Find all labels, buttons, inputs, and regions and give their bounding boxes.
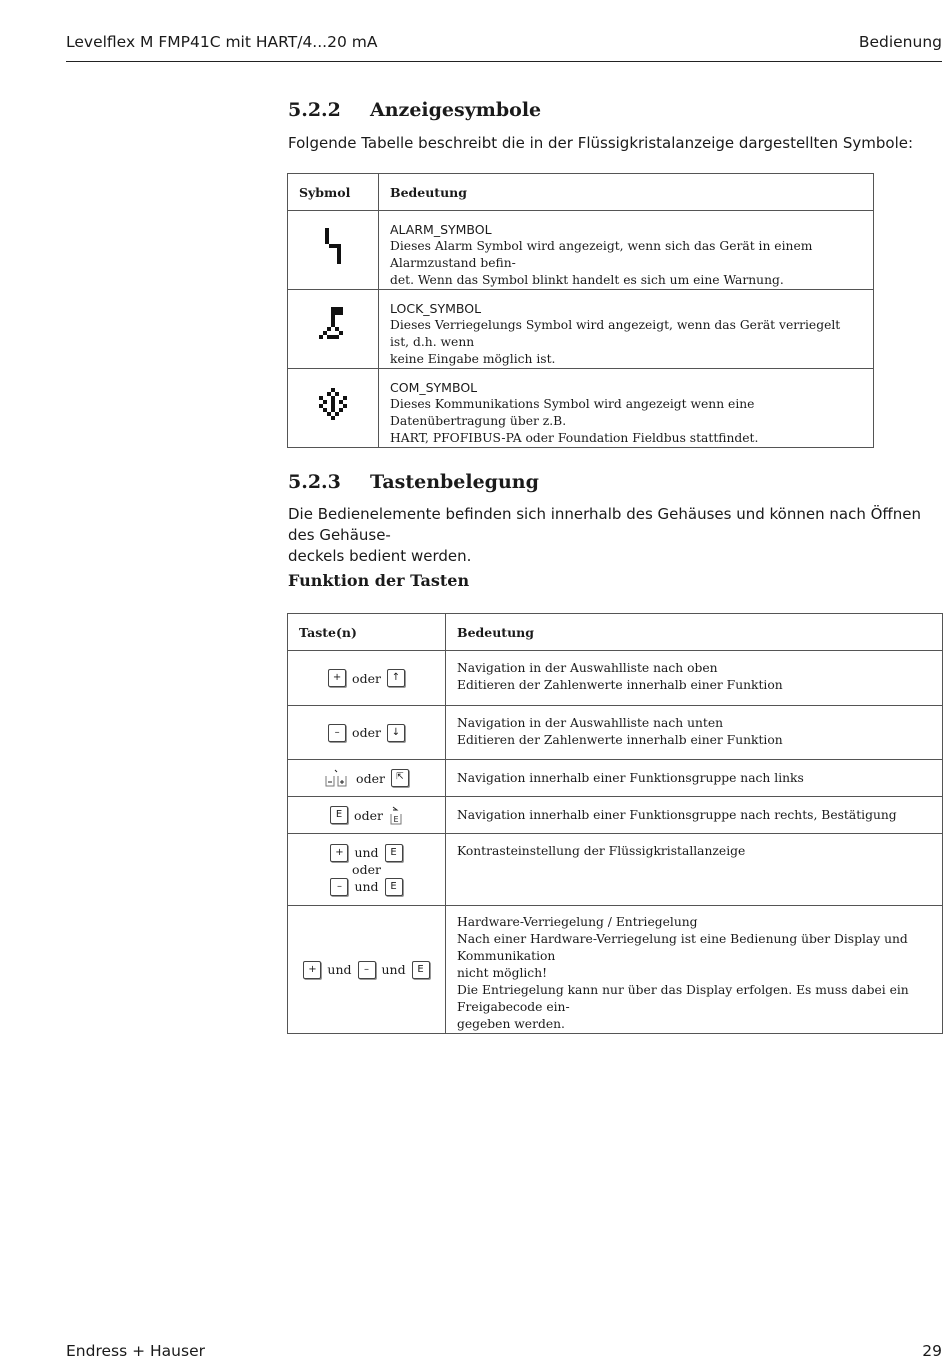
description-line: Hardware-Verriegelung / Entriegelung bbox=[457, 915, 698, 929]
section-intro bbox=[288, 504, 950, 567]
symbol-description bbox=[379, 290, 874, 369]
section-number: 5.2.3 bbox=[288, 471, 341, 493]
table-row bbox=[288, 290, 874, 369]
column-header-symbol: Sybmol bbox=[288, 174, 379, 211]
key-combination bbox=[288, 706, 446, 760]
page-footer bbox=[66, 1342, 942, 1360]
key-description bbox=[446, 906, 943, 1034]
key-description bbox=[446, 706, 943, 760]
table-row bbox=[288, 906, 943, 1034]
plus-key-icon: + bbox=[330, 844, 348, 862]
header-section: Bedienung bbox=[858, 33, 942, 51]
key-combination bbox=[288, 797, 446, 834]
com-symbol-icon bbox=[319, 388, 347, 424]
column-header-keys: Taste(n) bbox=[288, 614, 446, 651]
enter-key-icon: E bbox=[330, 806, 348, 824]
section-intro: Folgende Tabelle beschreibt die in der Flüssigkristalanzeige dargestellten Symbole: bbox=[288, 134, 914, 152]
key-word: und bbox=[354, 878, 379, 894]
minus-plus-keys-icon bbox=[324, 768, 350, 788]
intro-line: Die Bedienelemente befinden sich innerhalb des Gehäuses und können nach Öffnen des Gehäuse- bbox=[288, 505, 921, 544]
minus-key-icon: – bbox=[358, 961, 376, 979]
key-word: oder bbox=[352, 670, 381, 686]
key-word: und bbox=[381, 962, 406, 978]
table-header-row bbox=[288, 614, 943, 651]
key-word: und bbox=[327, 962, 352, 978]
symbol-description bbox=[379, 211, 874, 290]
description-line: keine Eingabe möglich ist. bbox=[390, 352, 556, 366]
plus-key-icon: + bbox=[303, 961, 321, 979]
key-description bbox=[446, 834, 943, 906]
escape-key-icon: ⇱ bbox=[391, 769, 409, 787]
section-heading-tastenbelegung bbox=[288, 471, 539, 493]
symbol-cell bbox=[288, 290, 379, 369]
symbol-name: ALARM_SYMBOL bbox=[390, 222, 492, 237]
section-number: 5.2.2 bbox=[288, 99, 341, 121]
key-word: oder bbox=[354, 807, 383, 823]
plus-key-icon: + bbox=[328, 669, 346, 687]
page-number: 29 bbox=[922, 1342, 942, 1360]
description-line: Editieren der Zahlenwerte innerhalb einer Funktion bbox=[457, 678, 783, 692]
subheading-funktion-der-tasten: Funktion der Tasten bbox=[288, 571, 470, 590]
description-line: Dieses Verriegelungs Symbol wird angezeigt, wenn das Gerät verriegelt ist, d.h. wenn bbox=[390, 318, 841, 349]
description-line: Kontrasteinstellung der Flüssigkristallanzeige bbox=[457, 844, 746, 858]
table-row bbox=[288, 651, 943, 706]
key-word: oder bbox=[352, 861, 381, 877]
lock-symbol-icon bbox=[319, 307, 347, 347]
footer-company: Endress + Hauser bbox=[66, 1342, 205, 1360]
symbol-cell bbox=[288, 369, 379, 448]
table-row bbox=[288, 834, 943, 906]
arrow-down-key-icon: ↓ bbox=[387, 724, 405, 742]
symbol-description bbox=[379, 369, 874, 448]
key-combination bbox=[288, 906, 446, 1034]
section-heading-anzeigesymbole bbox=[288, 99, 541, 121]
enter-key-icon: E bbox=[385, 844, 403, 862]
key-function-table bbox=[287, 613, 943, 1034]
symbol-table bbox=[287, 173, 874, 448]
description-line: Navigation in der Auswahlliste nach oben bbox=[457, 661, 718, 675]
description-line: Dieses Alarm Symbol wird angezeigt, wenn sich das Gerät in einem Alarmzustand befin- bbox=[390, 239, 813, 270]
table-row bbox=[288, 369, 874, 448]
section-title: Tastenbelegung bbox=[370, 471, 539, 493]
arrow-up-key-icon: ↑ bbox=[387, 669, 405, 687]
key-word: oder bbox=[356, 770, 385, 786]
symbol-name: COM_SYMBOL bbox=[390, 380, 478, 395]
key-combination bbox=[288, 760, 446, 797]
description-line: Dieses Kommunikations Symbol wird angezeigt wenn eine Datenübertragung über z.B. bbox=[390, 397, 755, 428]
table-row bbox=[288, 760, 943, 797]
enter-return-key-icon bbox=[389, 804, 403, 826]
key-word: oder bbox=[352, 725, 381, 741]
description-line: det. Wenn das Symbol blinkt handelt es sich um eine Warnung. bbox=[390, 273, 784, 287]
intro-line: deckels bedient werden. bbox=[288, 547, 472, 565]
minus-key-icon: – bbox=[330, 878, 348, 896]
description-line: nicht möglich! bbox=[457, 966, 548, 980]
table-row bbox=[288, 706, 943, 760]
minus-key-icon: – bbox=[328, 724, 346, 742]
description-line: Navigation in der Auswahlliste nach unten bbox=[457, 716, 724, 730]
table-row bbox=[288, 211, 874, 290]
description-line: Editieren der Zahlenwerte innerhalb einer Funktion bbox=[457, 733, 783, 747]
table-row bbox=[288, 797, 943, 834]
alarm-symbol-icon bbox=[321, 228, 345, 268]
description-line: Navigation innerhalb einer Funktionsgruppe nach rechts, Bestätigung bbox=[457, 807, 897, 822]
enter-key-icon: E bbox=[385, 878, 403, 896]
key-word: und bbox=[354, 844, 379, 860]
column-header-meaning: Bedeutung bbox=[379, 174, 874, 211]
description-line: gegeben werden. bbox=[457, 1017, 565, 1031]
key-description bbox=[446, 651, 943, 706]
page-header bbox=[66, 32, 942, 62]
symbol-name: LOCK_SYMBOL bbox=[390, 301, 482, 316]
key-description bbox=[446, 797, 943, 834]
column-header-meaning: Bedeutung bbox=[446, 614, 943, 651]
header-title: Levelflex M FMP41C mit HART/4...20 mA bbox=[66, 33, 378, 51]
table-header-row bbox=[288, 174, 874, 211]
section-title: Anzeigesymbole bbox=[370, 99, 542, 121]
description-line: HART, PFOFIBUS-PA oder Foundation Fieldbus stattfindet. bbox=[390, 431, 759, 445]
key-combination bbox=[288, 834, 446, 906]
svg-text:E: E bbox=[393, 815, 399, 824]
description-line: Nach einer Hardware-Verriegelung ist eine Bedienung über Display und Kommunikation bbox=[457, 932, 908, 963]
key-description bbox=[446, 760, 943, 797]
description-line: Die Entriegelung kann nur über das Display erfolgen. Es muss dabei ein Freigabecode ein- bbox=[457, 983, 909, 1014]
symbol-cell bbox=[288, 211, 379, 290]
key-combination bbox=[288, 651, 446, 706]
enter-key-icon: E bbox=[412, 961, 430, 979]
description-line: Navigation innerhalb einer Funktionsgruppe nach links bbox=[457, 770, 804, 785]
